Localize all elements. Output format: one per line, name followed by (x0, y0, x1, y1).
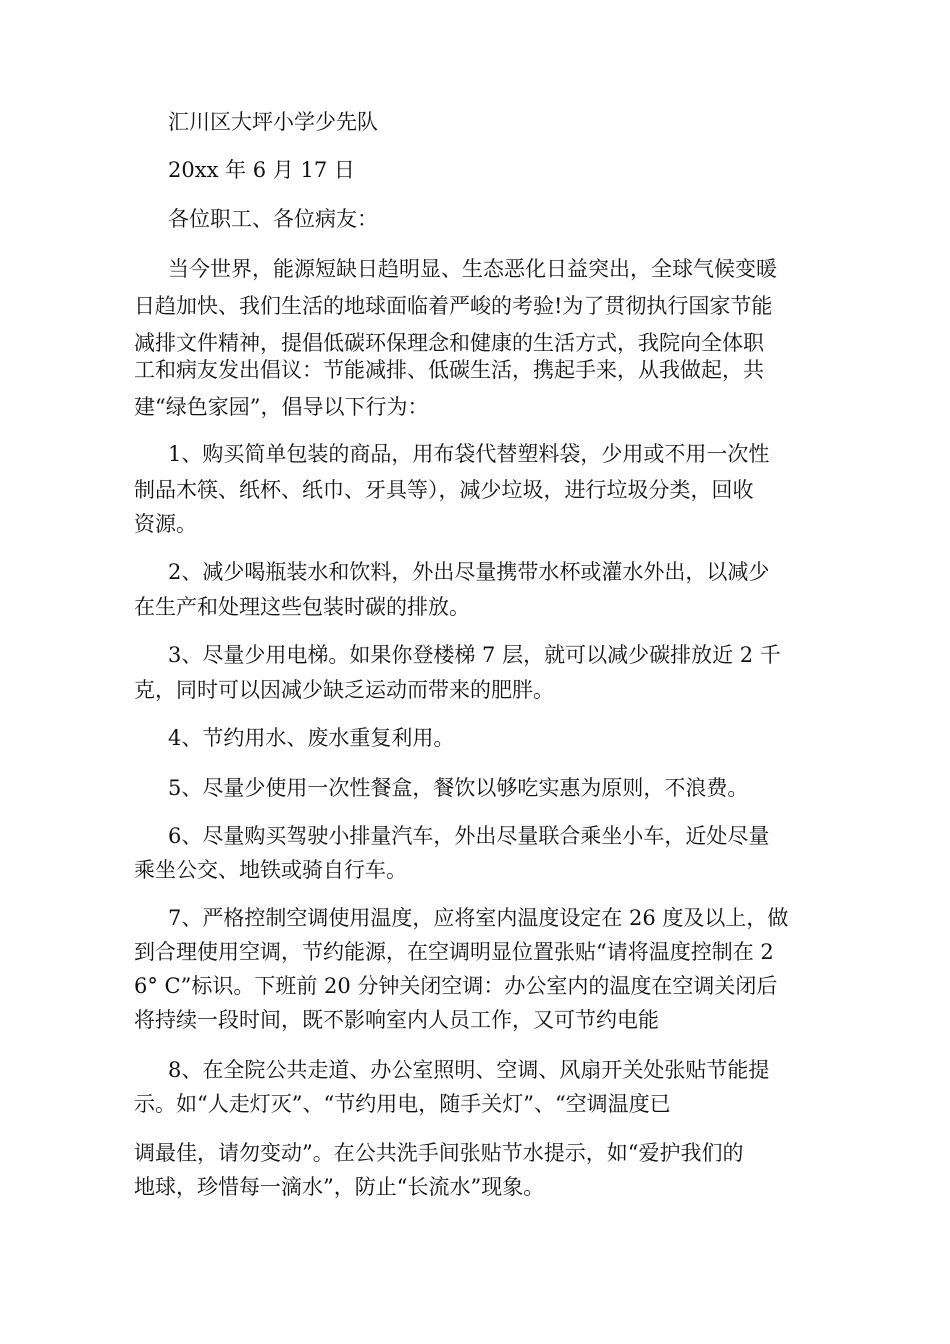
item-8-line: 示。如“人走灯灭”、“节约用电，随手关灯”、“空调温度已 (134, 1092, 671, 1116)
paragraph-intro-line: 当今世界，能源短缺日趋明显、生态恶化日益突出，全球气候变暖 (168, 257, 777, 281)
item-3-line: 3、尽量少用电梯。如果你登楼梯 7 层，就可以减少碳排放近 2 千 (168, 643, 781, 667)
item-7-line: 6° C”标识。下班前 20 分钟关闭空调：办公室内的温度在空调关闭后 (134, 974, 778, 998)
item-2-line: 在生产和处理这些包装时碳的排放。 (134, 595, 470, 619)
item-8-line: 8、在全院公共走道、办公室照明、空调、风扇开关处张贴节能提 (168, 1058, 770, 1082)
item-7-line: 7、严格控制空调使用温度，应将室内温度设定在 26 度及以上，做 (168, 906, 789, 930)
item-1-line: 1、购买简单包装的商品，用布袋代替塑料袋，少用或不用一次性 (168, 442, 770, 466)
salutation: 各位职工、各位病友： (168, 207, 378, 231)
paragraph-intro-line: 日趋加快、我们生活的地球面临着严峻的考验!为了贯彻执行国家节能 (134, 294, 773, 318)
item-1-line: 资源。 (134, 512, 197, 536)
item-6-line: 6、尽量购买驾驶小排量汽车，外出尽量联合乘坐小车，近处尽量 (168, 824, 770, 848)
item-3-line: 克，同时可以因减少缺乏运动而带来的肥胖。 (134, 678, 554, 702)
item-7-line: 到合理使用空调，节约能源，在空调明显位置张贴“请将温度控制在 2 (134, 940, 774, 964)
item-1-line: 制品木筷、纸杯、纸巾、牙具等），减少垃圾，进行垃圾分类，回收 (134, 478, 754, 502)
item-6-line: 乘坐公交、地铁或骑自行车。 (134, 858, 407, 882)
item-5-line: 5、尽量少使用一次性餐盒，餐饮以够吃实惠为原则，不浪费。 (168, 776, 749, 800)
item-7-line: 将持续一段时间，既不影响室内人员工作，又可节约电能 (134, 1008, 659, 1032)
paragraph-intro-line: 工和病友发出倡议：节能减排、低碳生活，携起手来，从我做起，共 (134, 358, 764, 382)
item-8-line: 调最佳，请勿变动”。在公共洗手间张贴节水提示，如“爱护我们的 (134, 1141, 744, 1165)
paragraph-intro-line: 建“绿色家园”，倡导以下行为： (134, 395, 429, 419)
signature-org: 汇川区大坪小学少先队 (168, 110, 378, 134)
item-8-line: 地球，珍惜每一滴水”，防止“长流水”现象。 (134, 1175, 545, 1199)
paragraph-intro-line: 减排文件精神，提倡低碳环保理念和健康的生活方式，我院向全体职 (134, 331, 764, 355)
item-2-line: 2、减少喝瓶装水和饮料，外出尽量携带水杯或灌水外出，以减少 (168, 560, 770, 584)
item-4-line: 4、节约用水、废水重复利用。 (168, 726, 455, 750)
signature-date: 20xx 年 6 月 17 日 (168, 158, 355, 182)
